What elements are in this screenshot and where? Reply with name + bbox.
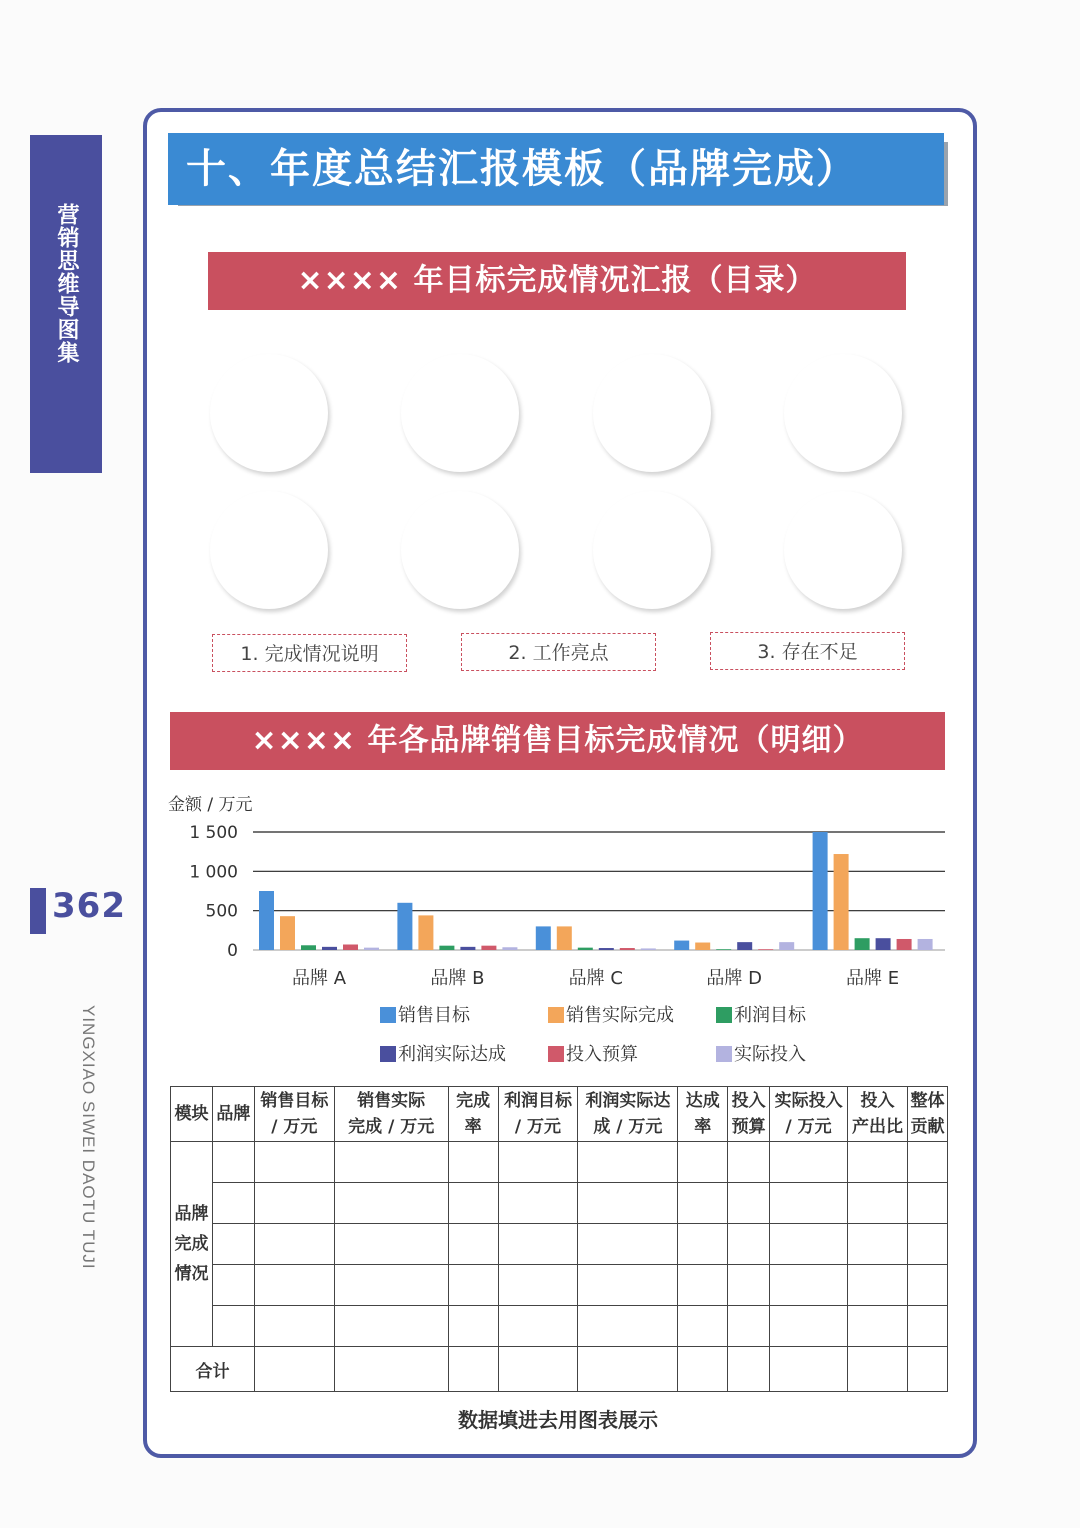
table-header-cell <box>254 1087 334 1142</box>
table-cell[interactable] <box>848 1142 908 1183</box>
table-cell[interactable] <box>254 1347 334 1392</box>
table-cell[interactable] <box>728 1347 770 1392</box>
table-cell[interactable] <box>728 1183 770 1224</box>
bar <box>536 926 551 950</box>
table-cell[interactable] <box>770 1347 848 1392</box>
y-tick-label: 1 500 <box>189 823 238 843</box>
table-cell[interactable] <box>770 1306 848 1347</box>
circle-label: 品牌完成情况 <box>820 507 866 593</box>
bar <box>578 948 593 950</box>
circle-brand[interactable] <box>784 491 902 609</box>
table-header-text: 率 <box>464 1117 482 1137</box>
bar <box>343 944 358 950</box>
legend-swatch <box>716 1046 732 1062</box>
legend-swatch <box>380 1007 396 1023</box>
bar <box>557 926 572 950</box>
table-cell[interactable] <box>907 1142 947 1183</box>
table-header-cell <box>848 1087 908 1142</box>
table-header-cell <box>334 1087 448 1142</box>
table-cell[interactable] <box>848 1183 908 1224</box>
legend-label: 销售目标 <box>398 1005 470 1026</box>
circle-customer[interactable] <box>784 354 902 472</box>
x-tick-label: 品牌 B <box>430 968 485 989</box>
table-header-text: 预算 <box>731 1117 766 1137</box>
legend-label: 利润实际达成 <box>398 1044 506 1065</box>
table-header-text: 产出比 <box>852 1117 903 1137</box>
bar <box>674 941 689 950</box>
table-header-text: 实际投入 <box>774 1091 843 1111</box>
table-row <box>171 1142 948 1183</box>
row-group-label-text: 情况 <box>174 1264 209 1284</box>
table-cell[interactable] <box>498 1142 578 1183</box>
detail-table <box>170 1086 948 1392</box>
table-cell[interactable] <box>907 1347 947 1392</box>
table-cell[interactable] <box>334 1224 448 1265</box>
x-tick-label: 品牌 D <box>706 968 762 989</box>
legend-label: 利润目标 <box>734 1005 806 1026</box>
table-cell[interactable] <box>907 1265 947 1306</box>
table-cell[interactable] <box>254 1183 334 1224</box>
table-cell[interactable] <box>498 1265 578 1306</box>
bar <box>259 891 274 950</box>
table-header-text: 品牌 <box>216 1104 251 1124</box>
bar <box>779 942 794 950</box>
table-cell[interactable] <box>334 1306 448 1347</box>
table-cell[interactable] <box>448 1265 498 1306</box>
bar <box>813 832 828 950</box>
table-header-text: / 万元 <box>271 1117 318 1137</box>
table-cell[interactable] <box>448 1142 498 1183</box>
legend-label: 投入预算 <box>566 1044 638 1065</box>
bar <box>280 916 295 950</box>
table-header-cell <box>578 1087 678 1142</box>
table-cell[interactable] <box>770 1183 848 1224</box>
bar <box>418 915 433 950</box>
table-cell[interactable] <box>728 1265 770 1306</box>
table-cell[interactable] <box>578 1265 678 1306</box>
page-number: 362 <box>52 886 126 926</box>
bar <box>364 948 379 950</box>
bar <box>897 939 912 950</box>
table-cell[interactable] <box>498 1183 578 1224</box>
table-cell[interactable] <box>448 1183 498 1224</box>
table-cell[interactable] <box>848 1224 908 1265</box>
table-header-cell <box>728 1087 770 1142</box>
table-cell[interactable] <box>212 1265 254 1306</box>
table-header-text: 销售目标 <box>260 1091 329 1111</box>
bar <box>876 938 891 950</box>
table-header-text: 完成 <box>456 1091 491 1111</box>
circle-label: 客户完成情况 <box>820 370 866 456</box>
table-header-cell <box>770 1087 848 1142</box>
table-header-cell <box>171 1087 213 1142</box>
side-pinyin-label: YINGXIAO SIWEI DAOTU TUJI <box>79 1005 98 1270</box>
table-cell[interactable] <box>678 1142 728 1183</box>
table-row <box>171 1306 948 1347</box>
table-cell[interactable] <box>578 1224 678 1265</box>
table-cell[interactable] <box>254 1265 334 1306</box>
table-body <box>171 1142 948 1392</box>
circle-team[interactable] <box>593 354 711 472</box>
table-cell[interactable] <box>254 1306 334 1347</box>
circle-region[interactable] <box>593 491 711 609</box>
side-tab <box>30 135 102 473</box>
table-cell[interactable] <box>678 1347 728 1392</box>
table-cell[interactable] <box>254 1224 334 1265</box>
bar <box>481 946 496 950</box>
table-cell[interactable] <box>448 1306 498 1347</box>
table-cell[interactable] <box>448 1347 498 1392</box>
bar <box>834 854 849 950</box>
table-header-text: 利润目标 <box>503 1091 572 1111</box>
y-tick-label: 500 <box>205 901 238 922</box>
table-cell[interactable] <box>728 1224 770 1265</box>
table-cell[interactable] <box>212 1183 254 1224</box>
total-label: 合计 <box>171 1347 255 1392</box>
table-header-text: 率 <box>694 1117 712 1137</box>
legend-swatch <box>380 1046 396 1062</box>
row-group-label <box>171 1142 213 1347</box>
table-row <box>171 1224 948 1265</box>
table-header-cell <box>678 1087 728 1142</box>
table-cell[interactable] <box>770 1142 848 1183</box>
table-row <box>171 1183 948 1224</box>
row-group-label-text: 完成 <box>174 1234 209 1254</box>
legend-label: 销售实际完成 <box>566 1005 674 1026</box>
table-total-row <box>171 1347 948 1392</box>
circle-label: 团队完成情况 <box>629 370 675 456</box>
bar <box>737 942 752 950</box>
summary-box-3: 3. 存在不足 <box>710 632 905 670</box>
table-cell[interactable] <box>334 1347 448 1392</box>
table-header-text: 整体 <box>910 1091 945 1111</box>
table-header-text: 完成 / 万元 <box>348 1117 435 1137</box>
legend-label: 实际投入 <box>734 1044 806 1065</box>
table-cell[interactable] <box>728 1142 770 1183</box>
circle-channel[interactable] <box>401 354 519 472</box>
bar <box>695 943 710 950</box>
side-tab-label: 营销思维导图集 <box>54 203 79 364</box>
table-header-text: 利润实际达 <box>585 1091 671 1111</box>
table-cell[interactable] <box>848 1265 908 1306</box>
bar <box>502 947 517 950</box>
table-header-text: 成 / 万元 <box>593 1117 663 1137</box>
y-tick-label: 0 <box>227 941 238 961</box>
bar <box>758 949 773 950</box>
x-tick-label: 品牌 A <box>291 968 347 989</box>
bar <box>397 903 412 950</box>
page-title: 十、年度总结汇报模板（品牌完成） <box>168 133 944 205</box>
table-cell[interactable] <box>212 1306 254 1347</box>
circle-product[interactable] <box>210 491 328 609</box>
legend-swatch <box>548 1007 564 1023</box>
table-cell[interactable] <box>678 1183 728 1224</box>
circle-overall[interactable] <box>210 354 328 472</box>
table-cell[interactable] <box>848 1306 908 1347</box>
circle-store[interactable] <box>401 491 519 609</box>
table-header-text: / 万元 <box>785 1117 832 1137</box>
table-header-text: 模块 <box>174 1104 209 1124</box>
table-row <box>171 1265 948 1306</box>
table-cell[interactable] <box>907 1224 947 1265</box>
table-header-text: 销售实际 <box>357 1091 426 1111</box>
table-cell[interactable] <box>498 1224 578 1265</box>
table-cell[interactable] <box>907 1183 947 1224</box>
table-cell[interactable] <box>848 1347 908 1392</box>
table-cell[interactable] <box>212 1224 254 1265</box>
table-cell[interactable] <box>578 1347 678 1392</box>
bar <box>716 949 731 950</box>
bar <box>439 946 454 950</box>
table-header-cell <box>907 1087 947 1142</box>
table-header-text: 达成 <box>685 1091 720 1111</box>
table-header-cell <box>448 1087 498 1142</box>
table-cell[interactable] <box>498 1306 578 1347</box>
y-axis-label: 金额 / 万元 <box>168 795 253 815</box>
circle-label: 产品完成情况 <box>246 507 292 593</box>
y-tick-label: 1 000 <box>189 862 238 883</box>
table-cell[interactable] <box>907 1306 947 1347</box>
table-cell[interactable] <box>678 1265 728 1306</box>
row-group-label-text: 品牌 <box>174 1204 209 1224</box>
bar-chart <box>160 790 960 1080</box>
table-cell[interactable] <box>334 1183 448 1224</box>
bar <box>855 938 870 950</box>
circle-label: 整体完成情况 <box>246 370 292 456</box>
x-tick-label: 品牌 C <box>568 968 623 989</box>
table-header-cell <box>212 1087 254 1142</box>
table-cell[interactable] <box>578 1183 678 1224</box>
bar <box>641 948 656 950</box>
table-header-text: 贡献 <box>910 1117 945 1137</box>
bar <box>301 945 316 950</box>
table-header-text: 投入 <box>860 1091 895 1111</box>
circle-label: 门店完成情况 <box>437 507 483 593</box>
table-cell[interactable] <box>770 1265 848 1306</box>
legend-swatch <box>716 1007 732 1023</box>
section-title-directory: ×××× 年目标完成情况汇报（目录） <box>208 252 906 310</box>
legend-swatch <box>548 1046 564 1062</box>
table-cell[interactable] <box>578 1142 678 1183</box>
bar <box>460 947 475 950</box>
table-header-cell <box>498 1087 578 1142</box>
summary-box-2: 2. 工作亮点 <box>461 633 656 671</box>
table-cell[interactable] <box>334 1265 448 1306</box>
table-header-row <box>171 1087 948 1142</box>
table-cell[interactable] <box>770 1224 848 1265</box>
table-cell[interactable] <box>254 1142 334 1183</box>
table-header-text: 投入 <box>731 1091 766 1111</box>
circle-label: 渠道完成情况 <box>437 370 483 456</box>
table-cell[interactable] <box>334 1142 448 1183</box>
section-title-detail: ×××× 年各品牌销售目标完成情况（明细） <box>170 712 945 770</box>
table-cell[interactable] <box>578 1306 678 1347</box>
x-tick-label: 品牌 E <box>846 968 900 989</box>
page-number-bar <box>30 888 46 934</box>
table-cell[interactable] <box>678 1306 728 1347</box>
bar <box>620 948 635 950</box>
table-cell[interactable] <box>678 1224 728 1265</box>
table-cell[interactable] <box>212 1142 254 1183</box>
table-cell[interactable] <box>498 1347 578 1392</box>
bar <box>918 939 933 950</box>
bar <box>322 947 337 950</box>
circle-label: 区域完成情况 <box>629 507 675 593</box>
summary-box-1: 1. 完成情况说明 <box>212 634 407 672</box>
table-cell[interactable] <box>448 1224 498 1265</box>
table-header-text: / 万元 <box>514 1117 562 1137</box>
table-cell[interactable] <box>728 1306 770 1347</box>
footer-note: 数据填进去用图表展示 <box>458 1408 658 1432</box>
bar <box>599 948 614 950</box>
